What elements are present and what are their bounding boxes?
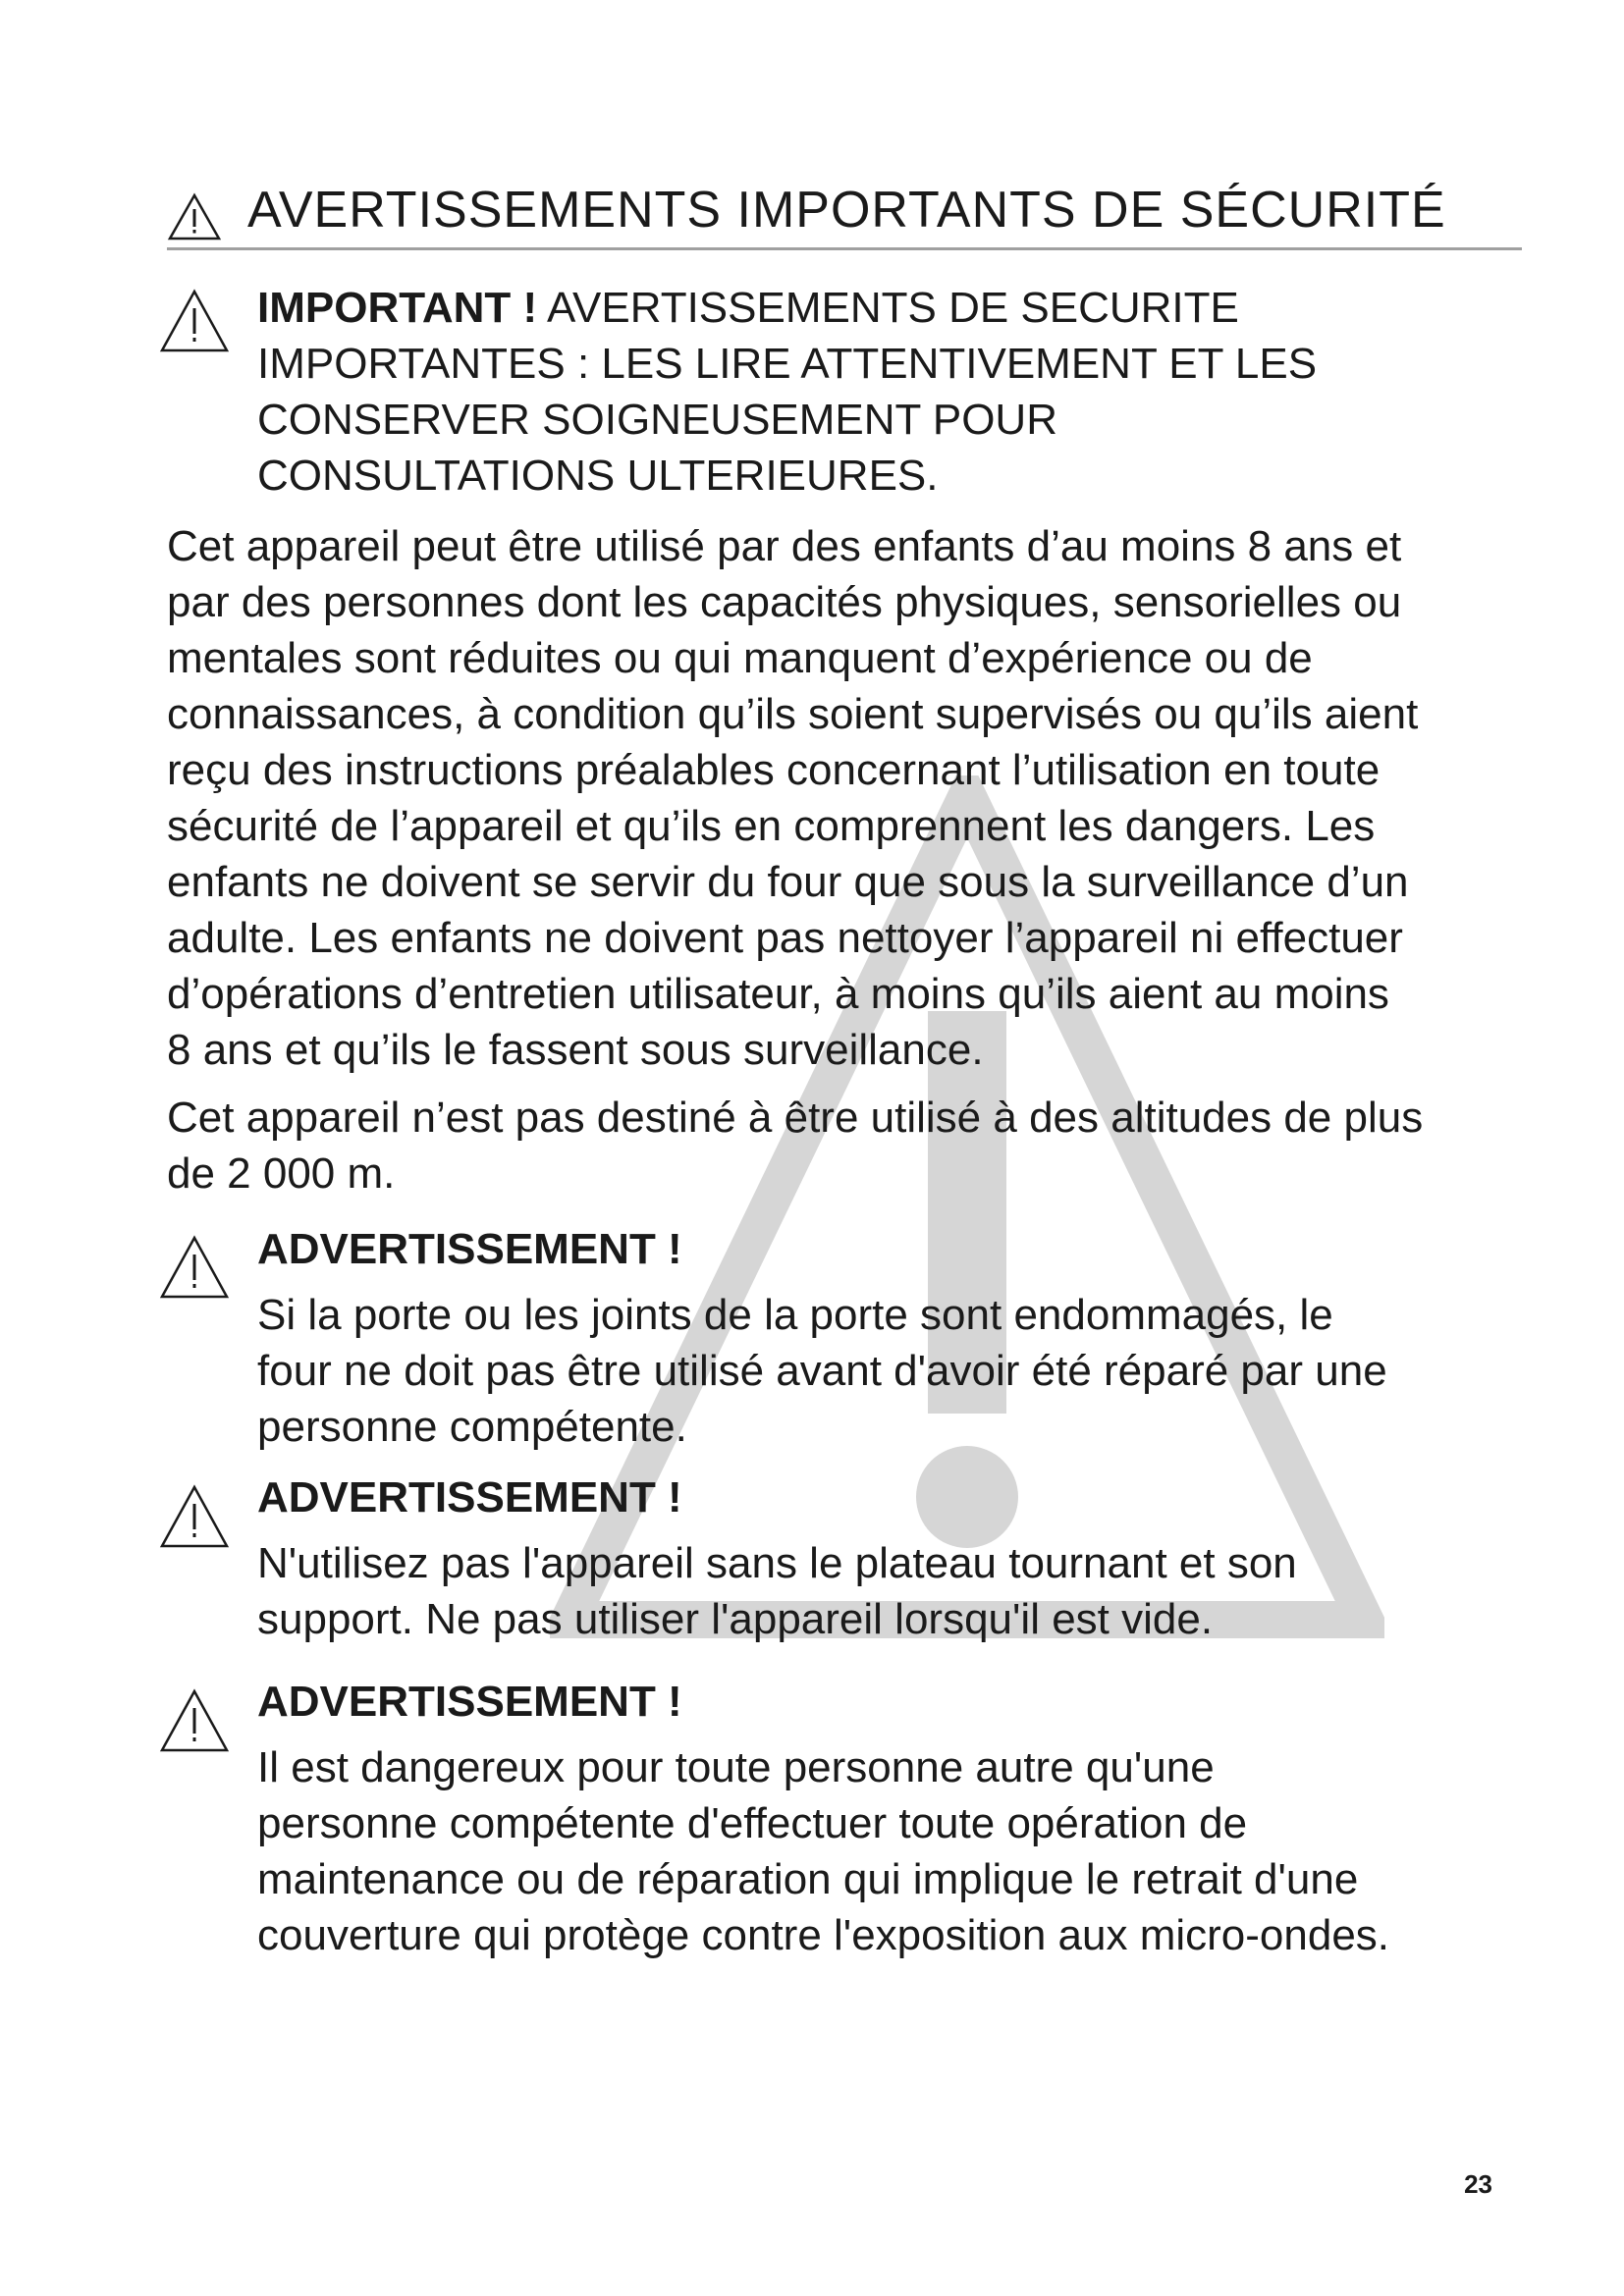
page-number: 23 bbox=[1464, 2169, 1492, 2199]
warning-triangle-icon bbox=[159, 289, 230, 353]
warning-heading: ADVERTISSEMENT ! bbox=[257, 1473, 682, 1522]
warning-triangle-icon bbox=[159, 1688, 230, 1753]
section-header bbox=[167, 177, 1522, 250]
altitude-paragraph bbox=[167, 1090, 1532, 1201]
warning-turntable bbox=[257, 1469, 1534, 1647]
paragraph-line: adulte. Les enfants ne doivent pas nettoyer l’appareil ni effectuer bbox=[167, 914, 1403, 962]
warning-line: personne compétente d'effectuer toute opération de bbox=[257, 1799, 1248, 1847]
warning-line: support. Ne pas utiliser l'appareil lorsqu'il est vide. bbox=[257, 1595, 1214, 1643]
paragraph-line: de 2 000 m. bbox=[167, 1149, 396, 1198]
important-label: IMPORTANT ! bbox=[257, 284, 538, 332]
warning-triangle-icon bbox=[159, 1235, 230, 1300]
warning-triangle-icon bbox=[167, 192, 222, 241]
paragraph-line: sécurité de l’appareil et qu’ils en comprennent les dangers. Les bbox=[167, 802, 1376, 850]
paragraph-line: connaissances, à condition qu’ils soient supervisés ou qu’ils aient bbox=[167, 690, 1419, 738]
warning-line: personne compétente. bbox=[257, 1403, 687, 1451]
paragraph-line: Cet appareil n’est pas destiné à être utilisé à des altitudes de plus bbox=[167, 1094, 1424, 1142]
warning-line: Il est dangereux pour toute personne autre qu'une bbox=[257, 1743, 1215, 1791]
children-safety-paragraph bbox=[167, 518, 1532, 1078]
paragraph-line: d’opérations d’entretien utilisateur, à moins qu’ils aient au moins bbox=[167, 970, 1389, 1018]
warning-triangle-icon bbox=[159, 1484, 230, 1549]
warning-line: four ne doit pas être utilisé avant d'avoir été réparé par une bbox=[257, 1347, 1387, 1395]
important-text-line: AVERTISSEMENTS DE SECURITE bbox=[537, 284, 1239, 332]
important-text-line: CONSULTATIONS ULTERIEURES. bbox=[257, 452, 939, 500]
paragraph-line: reçu des instructions préalables concernant l’utilisation en toute bbox=[167, 746, 1380, 794]
warning-maintenance bbox=[257, 1674, 1534, 1963]
paragraph-line: enfants ne doivent se servir du four que sous la surveillance d’un bbox=[167, 858, 1409, 906]
warning-line: Si la porte ou les joints de la porte sont endommagés, le bbox=[257, 1291, 1333, 1339]
important-text-line: CONSERVER SOIGNEUSEMENT POUR bbox=[257, 396, 1057, 444]
warning-door-seals bbox=[257, 1221, 1534, 1455]
paragraph-line: par des personnes dont les capacités physiques, sensorielles ou bbox=[167, 578, 1402, 626]
paragraph-line: Cet appareil peut être utilisé par des enfants d’au moins 8 ans et bbox=[167, 522, 1402, 570]
warning-line: couverture qui protège contre l'exposition aux micro-ondes. bbox=[257, 1911, 1390, 1959]
warning-heading: ADVERTISSEMENT ! bbox=[257, 1225, 682, 1273]
important-text-line: IMPORTANTES : LES LIRE ATTENTIVEMENT ET LES bbox=[257, 340, 1318, 388]
paragraph-line: mentales sont réduites ou qui manquent d’expérience ou de bbox=[167, 634, 1313, 682]
page-title: AVERTISSEMENTS IMPORTANTS DE SÉCURITÉ bbox=[247, 182, 1446, 239]
warning-line: N'utilisez pas l'appareil sans le plateau tournant et son bbox=[257, 1539, 1297, 1587]
warning-heading: ADVERTISSEMENT ! bbox=[257, 1678, 682, 1726]
warning-line: maintenance ou de réparation qui implique le retrait d'une bbox=[257, 1855, 1359, 1903]
important-notice bbox=[257, 280, 1534, 504]
paragraph-line: 8 ans et qu’ils le fassent sous surveillance. bbox=[167, 1026, 984, 1074]
